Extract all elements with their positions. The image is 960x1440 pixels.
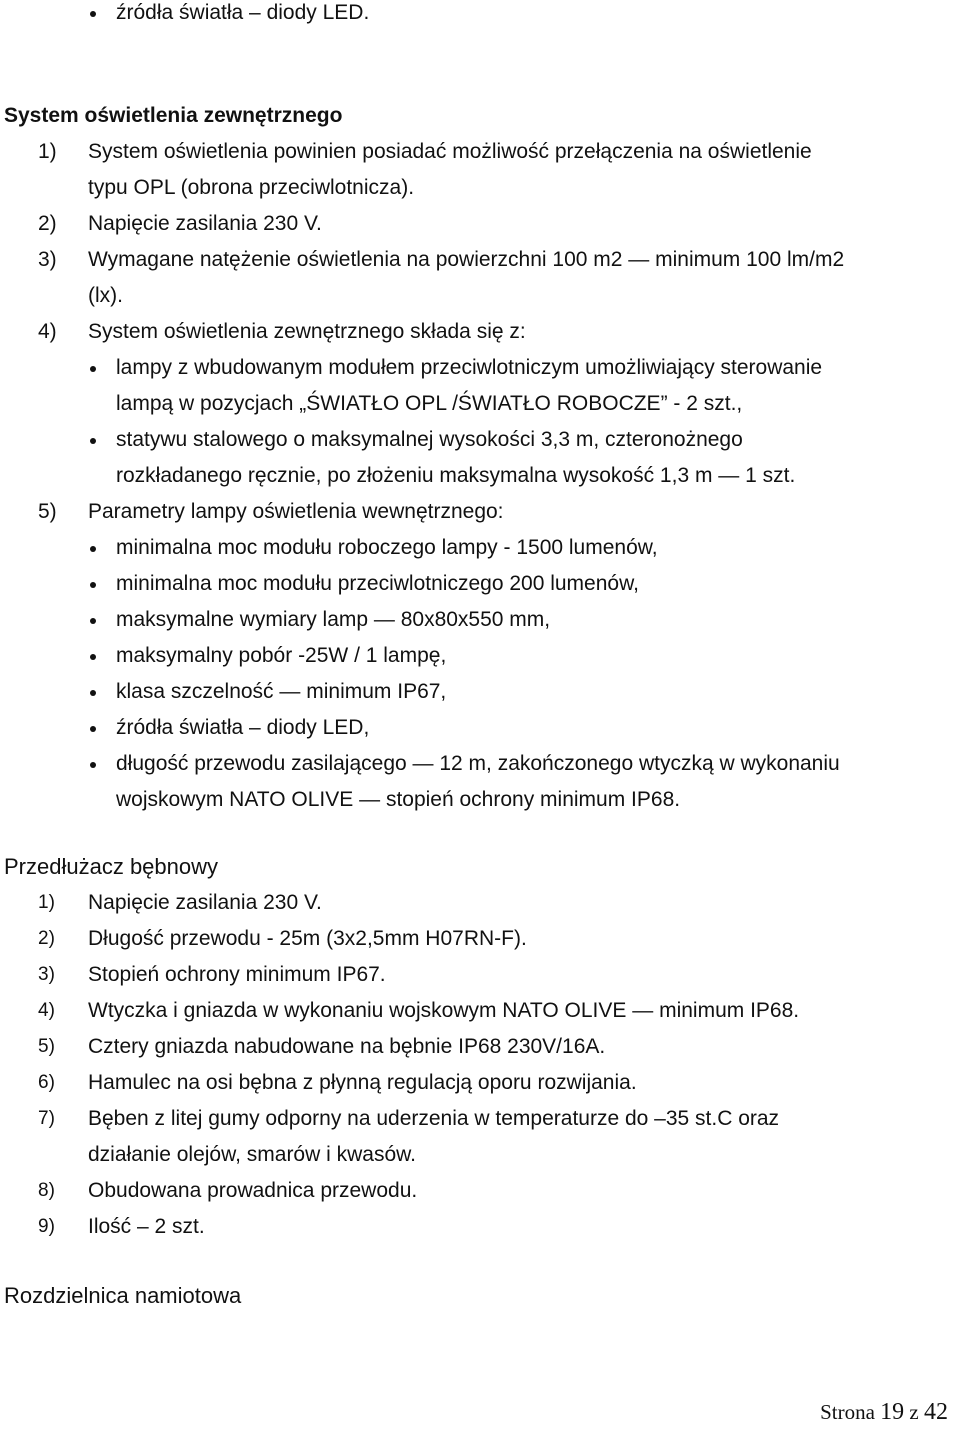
bullet-icon bbox=[90, 582, 96, 588]
item-text: Ilość – 2 szt. bbox=[88, 1215, 205, 1238]
footer-separator: z bbox=[909, 1400, 919, 1424]
page-total: 42 bbox=[924, 1399, 948, 1425]
bullet-text: lampą w pozycjach „ŚWIATŁO OPL /ŚWIATŁO ROBOCZE” - 2 szt., bbox=[116, 392, 743, 415]
bullet-text: długość przewodu zasilającego — 12 m, zakończonego wtyczką w wykonaniu bbox=[116, 752, 840, 775]
list-item bbox=[0, 1065, 960, 1101]
bullet-icon bbox=[90, 11, 96, 17]
page-footer bbox=[820, 1399, 948, 1426]
section-tent-switchboard bbox=[0, 1278, 960, 1314]
bullet-icon bbox=[90, 762, 96, 768]
item-text: Stopień ochrony minimum IP67. bbox=[88, 963, 386, 986]
item-number: 4) bbox=[38, 1000, 55, 1021]
item-text: Wtyczka i gniazda w wykonaniu wojskowym NATO OLIVE — minimum IP68. bbox=[88, 999, 800, 1022]
list-item bbox=[0, 314, 960, 494]
list-item bbox=[0, 921, 960, 957]
item-number: 5) bbox=[38, 500, 57, 523]
bullet-text: minimalna moc modułu roboczego lampy - 1500 lumenów, bbox=[116, 536, 658, 559]
bullet-icon bbox=[90, 366, 96, 372]
item-number: 7) bbox=[38, 1108, 55, 1129]
item-text: (lx). bbox=[88, 284, 123, 307]
list-item bbox=[0, 1101, 960, 1173]
item-number: 3) bbox=[38, 248, 57, 271]
item-number: 1) bbox=[38, 140, 57, 163]
item-text: Cztery gniazda nabudowane na bębnie IP68 230V/16A. bbox=[88, 1035, 606, 1058]
section-external-lighting bbox=[0, 98, 960, 818]
list-item bbox=[0, 957, 960, 993]
bullet-icon bbox=[90, 618, 96, 624]
item-text: Długość przewodu - 25m (3x2,5mm H07RN-F). bbox=[88, 927, 527, 950]
bullet-text: maksymalny pobór -25W / 1 lampę, bbox=[116, 644, 447, 667]
bullet-text: maksymalne wymiary lamp — 80x80x550 mm, bbox=[116, 608, 551, 631]
item-number: 2) bbox=[38, 212, 57, 235]
page-number: 19 bbox=[880, 1399, 905, 1425]
section-title: Przedłużacz bębnowy bbox=[4, 854, 219, 879]
item-text: Napięcie zasilania 230 V. bbox=[88, 212, 322, 235]
item-number: 1) bbox=[38, 892, 55, 913]
item-number: 5) bbox=[38, 1036, 55, 1057]
item-text: Parametry lampy oświetlenia wewnętrznego: bbox=[88, 500, 504, 523]
list-item bbox=[0, 494, 960, 818]
bullet-text: lampy z wbudowanym modułem przeciwlotniczym umożliwiający sterowanie bbox=[116, 356, 823, 379]
item-text: Wymagane natężenie oświetlenia na powierzchni 100 m2 — minimum 100 lm/m2 bbox=[88, 248, 845, 271]
list-item bbox=[0, 885, 960, 921]
item-text: typu OPL (obrona przeciwlotnicza). bbox=[88, 176, 415, 199]
section-cable-reel bbox=[0, 849, 960, 1245]
item-text: Hamulec na osi bębna z płynną regulacją oporu rozwijania. bbox=[88, 1071, 637, 1094]
bullet-text: klasa szczelność — minimum IP67, bbox=[116, 680, 447, 703]
list-item bbox=[0, 1029, 960, 1065]
item-text: Napięcie zasilania 230 V. bbox=[88, 891, 322, 914]
item-text: Obudowana prowadnica przewodu. bbox=[88, 1179, 418, 1202]
list-item bbox=[0, 1173, 960, 1209]
bullet-icon bbox=[90, 726, 96, 732]
list-item bbox=[0, 206, 960, 242]
item-number: 2) bbox=[38, 928, 55, 949]
item-text: System oświetlenia zewnętrznego składa się z: bbox=[88, 320, 526, 343]
item-number: 4) bbox=[38, 320, 57, 343]
top-bullet-item bbox=[0, 0, 960, 31]
bullet-text: statywu stalowego o maksymalnej wysokości 3,3 m, czteronożnego bbox=[116, 428, 743, 451]
bullet-text: wojskowym NATO OLIVE — stopień ochrony minimum IP68. bbox=[116, 788, 681, 811]
item-number: 6) bbox=[38, 1072, 55, 1093]
bullet-icon bbox=[90, 546, 96, 552]
item-number: 3) bbox=[38, 964, 55, 985]
section-title: System oświetlenia zewnętrznego bbox=[4, 104, 343, 127]
list-item bbox=[0, 134, 960, 206]
item-text: Bęben z litej gumy odporny na uderzenia w temperaturze do –35 st.C oraz bbox=[88, 1107, 780, 1130]
item-text: System oświetlenia powinien posiadać możliwość przełączenia na oświetlenie bbox=[88, 140, 812, 163]
list-item bbox=[0, 1209, 960, 1245]
bullet-icon bbox=[90, 438, 96, 444]
item-number: 9) bbox=[38, 1216, 55, 1237]
section-title: Rozdzielnica namiotowa bbox=[4, 1283, 242, 1308]
item-text: działanie olejów, smarów i kwasów. bbox=[88, 1143, 416, 1166]
bullet-text: rozkładanego ręcznie, po złożeniu maksymalna wysokość 1,3 m — 1 szt. bbox=[116, 464, 796, 487]
bullet-text: minimalna moc modułu przeciwlotniczego 200 lumenów, bbox=[116, 572, 639, 595]
item-number: 8) bbox=[38, 1180, 55, 1201]
footer-label: Strona bbox=[820, 1400, 875, 1424]
list-item bbox=[0, 993, 960, 1029]
bullet-text: źródła światła – diody LED. bbox=[116, 1, 370, 24]
bullet-icon bbox=[90, 654, 96, 660]
bullet-icon bbox=[90, 690, 96, 696]
bullet-text: źródła światła – diody LED, bbox=[116, 716, 370, 739]
list-item bbox=[0, 242, 960, 314]
